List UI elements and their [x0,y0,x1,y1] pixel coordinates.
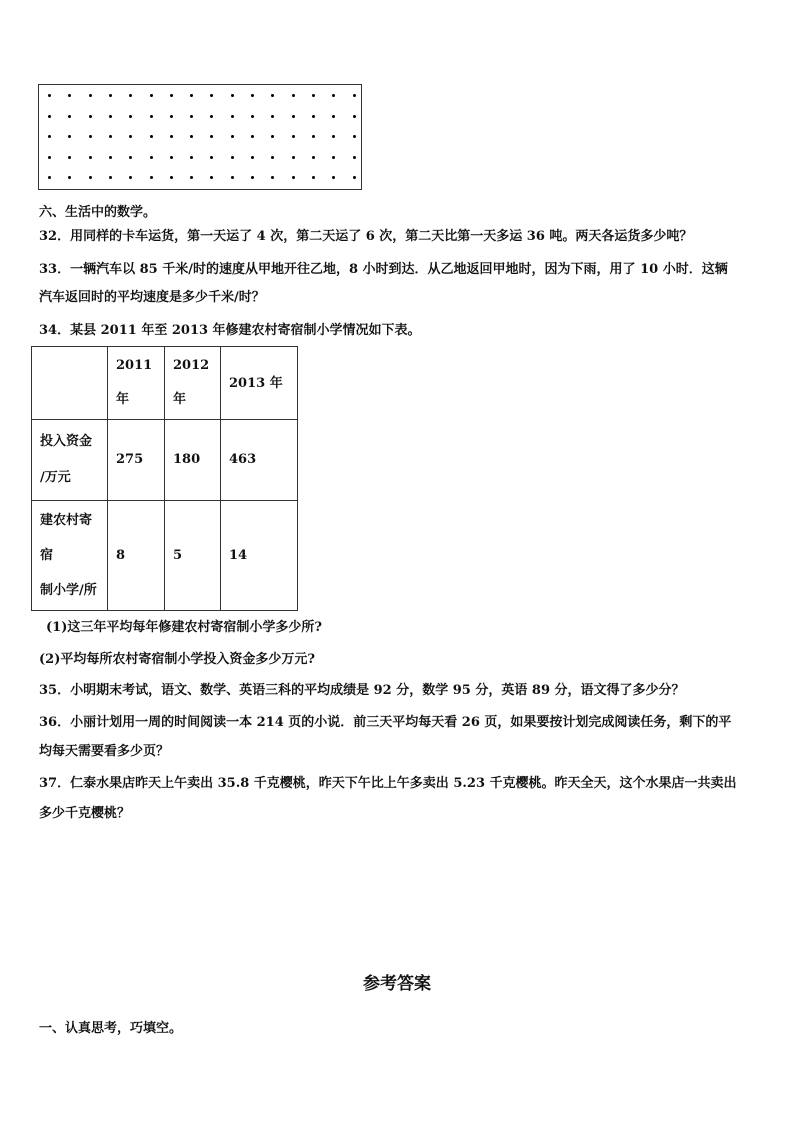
grid-dot [312,156,315,159]
grid-dot [109,115,112,118]
table-cell: 463 [221,420,298,501]
grid-dot [68,176,71,179]
grid-dot [312,135,315,138]
table-header-2012: 2012 年 [165,347,221,420]
grid-dot [190,94,193,97]
grid-dot [190,156,193,159]
grid-dot [251,135,254,138]
grid-dot [210,94,213,97]
grid-dot [89,94,92,97]
grid-dot [170,115,173,118]
grid-dot [170,94,173,97]
grid-dot [332,115,335,118]
grid-dot [129,176,132,179]
grid-dot [89,135,92,138]
grid-dot [109,176,112,179]
table-corner-cell [32,347,108,420]
grid-dot [129,135,132,138]
grid-dot [109,135,112,138]
grid-dot [251,156,254,159]
question-37-line1: 37．仁泰水果店昨天上午卖出 35.8 千克樱桃，昨天下午比上午多卖出 5.23 千克樱桃。昨天全天，这个水果店一共卖出 [39,776,737,791]
grid-dot [48,156,51,159]
grid-dot [271,135,274,138]
grid-dot [271,176,274,179]
grid-dot [129,156,132,159]
grid-dot [231,115,234,118]
grid-dot [89,115,92,118]
grid-dot [48,176,51,179]
grid-dot [68,156,71,159]
question-33-line2: 汽车返回时的平均速度是多少千米/时？ [39,290,265,305]
grid-dot [332,156,335,159]
grid-dot [150,115,153,118]
table-row-label-schools: 建农村寄 宿 制小学/所 [32,501,108,611]
question-34-sub1: (1)这三年平均每年修建农村寄宿制小学多少所? [46,620,322,635]
question-37-line2: 多少千克樱桃？ [39,806,131,821]
grid-dot [210,115,213,118]
table-row-schools [32,501,298,611]
grid-dot [210,156,213,159]
table-cell: 14 [221,501,298,611]
question-36-line1: 36．小丽计划用一周的时间阅读一本 214 页的小说．前三天平均每天看 26 页，如果要按计划完成阅读任务，剩下的平 [39,715,732,730]
grid-dot [68,135,71,138]
grid-dot [231,156,234,159]
grid-dot [271,115,274,118]
section-6-title: 六、生活中的数学。 [39,205,157,220]
table-cell: 275 [108,420,165,501]
grid-dot [48,94,51,97]
grid-dot [68,115,71,118]
grid-dot [210,135,213,138]
grid-dot [210,176,213,179]
question-36-line2: 均每天需要看多少页？ [39,744,170,759]
grid-dot [251,176,254,179]
grid-dot [332,176,335,179]
grid-dot [312,115,315,118]
grid-dot [332,135,335,138]
table-header-row [32,347,298,420]
grid-dot [150,94,153,97]
table-cell: 8 [108,501,165,611]
grid-dot [231,176,234,179]
grid-dot [353,176,356,179]
answers-section-1: 一、认真思考，巧填空。 [39,1021,183,1036]
grid-dot [332,94,335,97]
grid-dot [231,135,234,138]
grid-dot [89,176,92,179]
grid-dot [190,135,193,138]
grid-dot [312,176,315,179]
grid-dot [170,156,173,159]
grid-dot [109,94,112,97]
grid-dot [292,135,295,138]
question-34-intro: 34．某县 2011 年至 2013 年修建农村寄宿制小学情况如下表。 [39,323,421,338]
grid-dot [109,156,112,159]
grid-dot [271,156,274,159]
grid-dot [353,135,356,138]
grid-dot [68,94,71,97]
grid-dot [89,156,92,159]
grid-dot [353,156,356,159]
grid-dot [312,94,315,97]
grid-dot [292,176,295,179]
grid-dot [292,115,295,118]
grid-dot [150,176,153,179]
table-cell: 5 [165,501,221,611]
grid-dot [190,115,193,118]
grid-dot [353,115,356,118]
question-33-line1: 33．一辆汽车以 85 千米/时的速度从甲地开往乙地，8 小时到达．从乙地返回甲地时，因为下雨，用了 10 小时．这辆 [39,262,728,277]
table-header-2011: 2011 年 [108,347,165,420]
grid-dot [170,176,173,179]
construction-table [31,346,298,611]
question-32: 32．用同样的卡车运货，第一天运了 4 次，第二天运了 6 次，第二天比第一天多运 36 吨。两天各运货多少吨？ [39,229,693,244]
table-header-2013: 2013 年 [221,347,298,420]
grid-dot [353,94,356,97]
table-cell: 180 [165,420,221,501]
grid-dot [150,156,153,159]
question-35: 35．小明期末考试，语文、数学、英语三科的平均成绩是 92 分，数学 95 分，英语 89 分，语文得了多少分？ [39,683,685,698]
grid-dot [292,156,295,159]
grid-dot [251,115,254,118]
grid-dot [150,135,153,138]
question-34-sub2: (2)平均每所农村寄宿制小学投入资金多少万元? [39,652,315,667]
grid-dot [170,135,173,138]
table-row-label-funding: 投入资金 /万元 [32,420,108,501]
grid-dot [251,94,254,97]
grid-dot [48,135,51,138]
grid-dot [190,176,193,179]
grid-dot [292,94,295,97]
table-row-funding [32,420,298,501]
grid-dot [48,115,51,118]
dot-grid [38,84,362,190]
answers-heading: 参考答案 [363,974,431,994]
grid-dot [129,115,132,118]
grid-dot [271,94,274,97]
grid-dot [129,94,132,97]
grid-dot [231,94,234,97]
